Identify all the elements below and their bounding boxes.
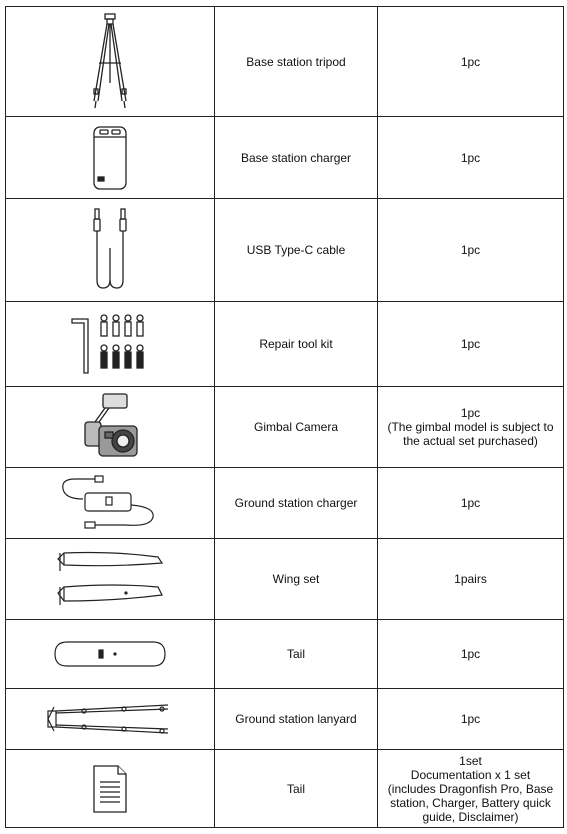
item-image-cell (6, 7, 215, 117)
item-name: Gimbal Camera (215, 387, 378, 468)
tool-kit-icon (70, 311, 150, 377)
table-row (6, 620, 564, 689)
item-name: Base station charger (215, 117, 378, 199)
quantity-value: 1set (459, 753, 482, 768)
quantity-value: 1pc (460, 337, 481, 351)
item-image-cell (6, 387, 215, 468)
table-row (6, 387, 564, 468)
tripod-icon (90, 13, 130, 111)
quantity-note: (The gimbal model is subject to the actual set purchased) (387, 420, 554, 448)
item-quantity (378, 302, 564, 387)
quantity-value: 1pc (460, 712, 481, 726)
quantity-value: 1pc (460, 243, 481, 257)
item-image-cell (6, 689, 215, 750)
item-name: Tail (215, 750, 378, 828)
table-row (6, 117, 564, 199)
document-icon (92, 764, 128, 814)
item-quantity (378, 468, 564, 539)
item-quantity (378, 620, 564, 689)
item-image-cell (6, 620, 215, 689)
table-row (6, 302, 564, 387)
item-name: Tail (215, 620, 378, 689)
packing-list-table (5, 6, 564, 828)
item-name: Ground station lanyard (215, 689, 378, 750)
item-name: Repair tool kit (215, 302, 378, 387)
item-quantity (378, 117, 564, 199)
item-name: Base station tripod (215, 7, 378, 117)
table-row (6, 539, 564, 620)
item-name: USB Type-C cable (215, 199, 378, 302)
item-image-cell (6, 199, 215, 302)
quantity-value: 1pc (460, 406, 481, 420)
item-quantity (378, 539, 564, 620)
charger-box-icon (90, 125, 130, 191)
usb-cable-icon (88, 208, 132, 292)
item-image-cell (6, 539, 215, 620)
quantity-note: Documentation x 1 set (includes Dragonfish Pro, Base station, Charger, Battery quick guide, Disclaimer) (387, 767, 554, 824)
tail-icon (53, 636, 167, 672)
item-quantity (378, 689, 564, 750)
table-row (6, 750, 564, 828)
wing-set-icon (54, 549, 166, 609)
table-row (6, 7, 564, 117)
quantity-value: 1pc (460, 496, 481, 510)
gimbal-camera-icon (75, 392, 145, 462)
item-image-cell (6, 750, 215, 828)
item-image-cell (6, 468, 215, 539)
item-quantity (378, 387, 564, 468)
table-row (6, 689, 564, 750)
item-image-cell (6, 302, 215, 387)
quantity-value: 1pc (460, 54, 481, 69)
quantity-value: 1pairs (454, 572, 487, 586)
item-image-cell (6, 117, 215, 199)
lanyard-icon (44, 699, 176, 739)
table-row (6, 468, 564, 539)
item-quantity (378, 750, 564, 828)
item-name: Wing set (215, 539, 378, 620)
power-adapter-icon (55, 475, 165, 531)
quantity-value: 1pc (460, 647, 481, 661)
item-quantity (378, 199, 564, 302)
item-name: Ground station charger (215, 468, 378, 539)
table-row (6, 199, 564, 302)
item-quantity (378, 7, 564, 117)
quantity-value: 1pc (460, 150, 481, 165)
